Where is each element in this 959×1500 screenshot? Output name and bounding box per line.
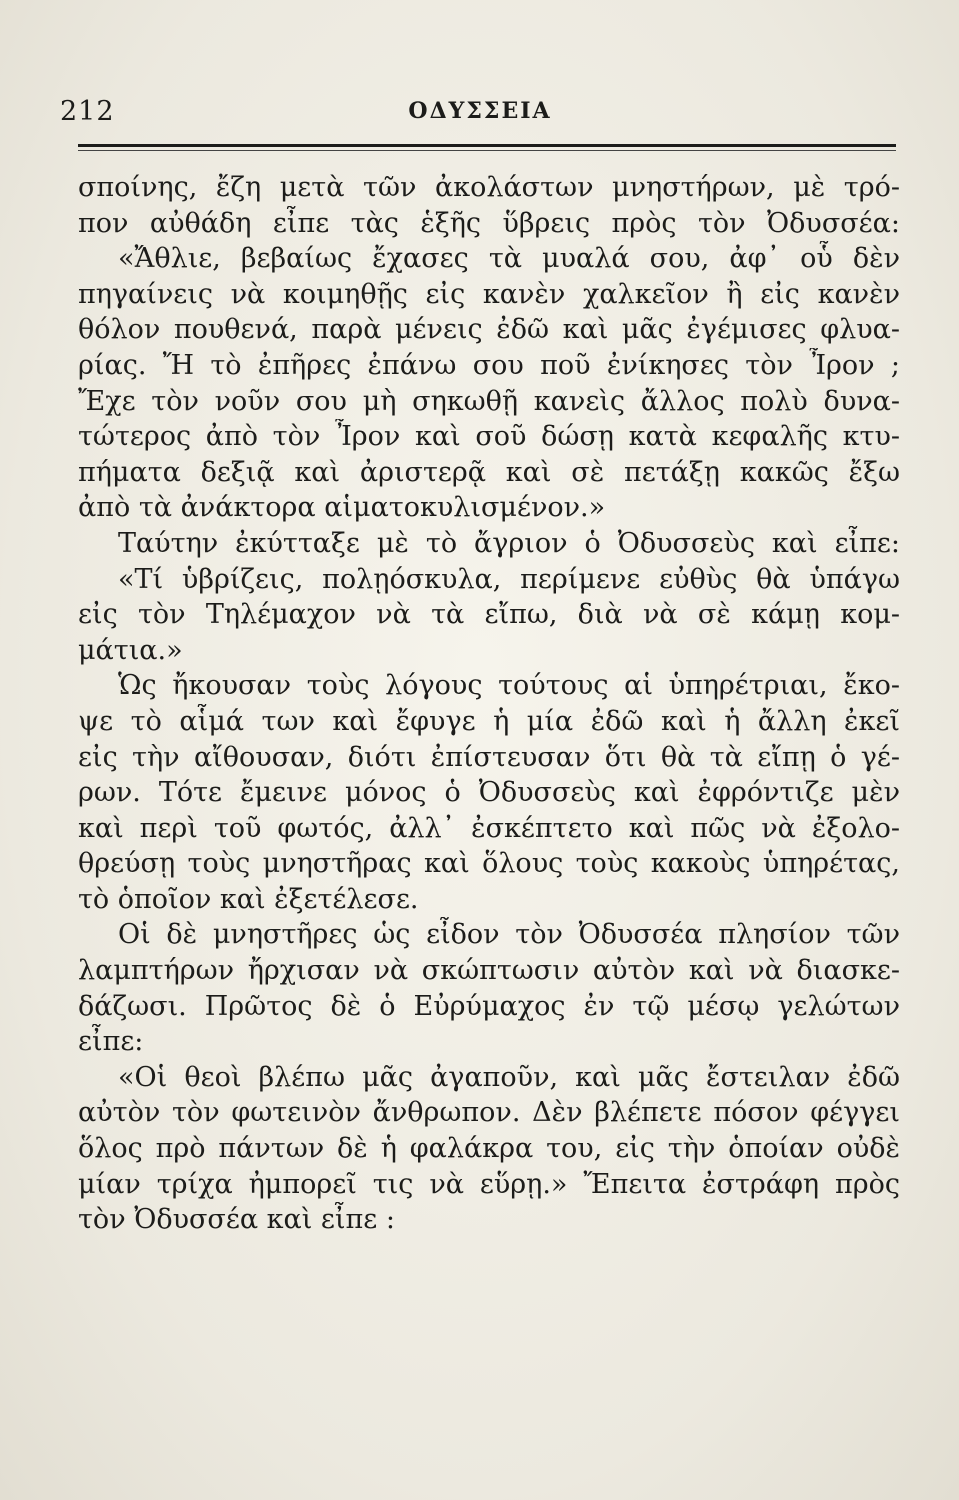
text-line: Οἱ δὲ μνηστῆρες ὡς εἶδον τὸν Ὀδυσσέα πλησίον τῶν xyxy=(118,919,900,951)
text-line: εἰς τὴν αἴθουσαν, διότι ἐπίστευσαν ὅτι θὰ τὰ εἴπῃ ὁ γέ- xyxy=(78,741,900,773)
text-line: τὸ ὁποῖον καὶ ἐξετέλεσε. xyxy=(78,883,419,915)
text-line: θόλον πουθενά, παρὰ μένεις ἐδῶ καὶ μᾶς ἐγέμισες φλυα- xyxy=(78,314,900,346)
text-line: ρων. Τότε ἔμεινε μόνος ὁ Ὀδυσσεὺς καὶ ἐφρόντιζε μὲν xyxy=(78,777,900,809)
text-line: πήματα δεξιᾷ καὶ ἀριστερᾷ καὶ σὲ πετάξῃ κακῶς ἔξω xyxy=(78,456,900,488)
header-rule-thin xyxy=(78,150,896,151)
text-line: Ταύτην ἐκύτταξε μὲ τὸ ἄγριον ὁ Ὀδυσσεὺς καὶ εἶπε: xyxy=(118,527,900,559)
text-line: «Ἄθλιε, βεβαίως ἔχασες τὰ μυαλά σου, ἀφ᾽ οὗ δὲν xyxy=(118,243,900,275)
text-line: λαμπτήρων ἤρχισαν νὰ σκώπτωσιν αὐτὸν καὶ νὰ διασκε- xyxy=(78,955,900,987)
text-line: μίαν τρίχα ἠμπορεῖ τις νὰ εὕρῃ.» Ἔπειτα ἐστράφη πρὸς xyxy=(78,1168,900,1200)
text-line: καὶ περὶ τοῦ φωτός, ἀλλ᾽ ἐσκέπτετο καὶ πῶς νὰ ἐξολο- xyxy=(78,812,900,844)
text-line: ὅλος πρὸ πάντων δὲ ἡ φαλάκρα του, εἰς τὴν ὁποίαν οὐδὲ xyxy=(78,1133,900,1165)
header-rule xyxy=(78,144,896,147)
text-line: πηγαίνεις νὰ κοιμηθῇς εἰς κανὲν χαλκεῖον ἢ εἰς κανὲν xyxy=(78,278,900,310)
text-line: τὸν Ὀδυσσέα καὶ εἶπε : xyxy=(78,1204,395,1236)
body-text xyxy=(78,170,900,1238)
text-line: θρεύσῃ τοὺς μνηστῆρας καὶ ὅλους τοὺς κακοὺς ὑπηρέτας, xyxy=(78,848,900,880)
text-line: τώτερος ἀπὸ τὸν Ἶρον καὶ σοῦ δώσῃ κατὰ κεφαλῆς κτυ- xyxy=(78,421,900,453)
text-line: εἰς τὸν Τηλέμαχον νὰ τὰ εἴπω, διὰ νὰ σὲ κάμῃ κομ- xyxy=(78,599,900,631)
text-line: αὐτὸν τὸν φωτεινὸν ἄνθρωπον. Δὲν βλέπετε πόσον φέγγει xyxy=(78,1097,900,1129)
text-line: σποίνης, ἔζη μετὰ τῶν ἀκολάστων μνηστήρων, μὲ τρό- xyxy=(78,172,900,203)
text-line: ἀπὸ τὰ ἀνάκτορα αἱματοκυλισμένον.» xyxy=(78,492,606,524)
text-line: ψε τὸ αἷμά των καὶ ἔφυγε ἡ μία ἐδῶ καὶ ἡ ἄλλη ἐκεῖ xyxy=(78,705,900,737)
text-line: μάτια.» xyxy=(78,634,183,666)
text-line: ρίας. Ἤ τὸ ἐπῆρες ἐπάνω σου ποῦ ἐνίκησες τὸν Ἶρον ; xyxy=(78,349,900,381)
text-line: Ὡς ἤκουσαν τοὺς λόγους τούτους αἱ ὑπηρέτριαι, ἔκο- xyxy=(118,670,900,702)
text-line: δάζωσι. Πρῶτος δὲ ὁ Εὐρύμαχος ἐν τῷ μέσῳ γελώτων xyxy=(78,990,900,1022)
text-line: πον αὐθάδη εἶπε τὰς ἑξῆς ὕβρεις πρὸς τὸν Ὀδυσσέα: xyxy=(78,207,900,239)
page-number: 212 xyxy=(60,96,115,127)
text-line: Ἔχε τὸν νοῦν σου μὴ σηκωθῇ κανεὶς ἄλλος πολὺ δυνα- xyxy=(78,385,900,417)
running-title: ΟΔΥΣΣΕΙΑ xyxy=(408,98,552,124)
text-line: «Τί ὑβρίζεις, πολῃόσκυλα, περίμενε εὐθὺς θὰ ὑπάγω xyxy=(118,563,900,595)
text-line: «Οἱ θεοὶ βλέπω μᾶς ἀγαποῦν, καὶ μᾶς ἔστειλαν ἐδῶ xyxy=(118,1061,900,1093)
page-header xyxy=(60,96,900,136)
text-line: εἶπε: xyxy=(78,1026,144,1058)
